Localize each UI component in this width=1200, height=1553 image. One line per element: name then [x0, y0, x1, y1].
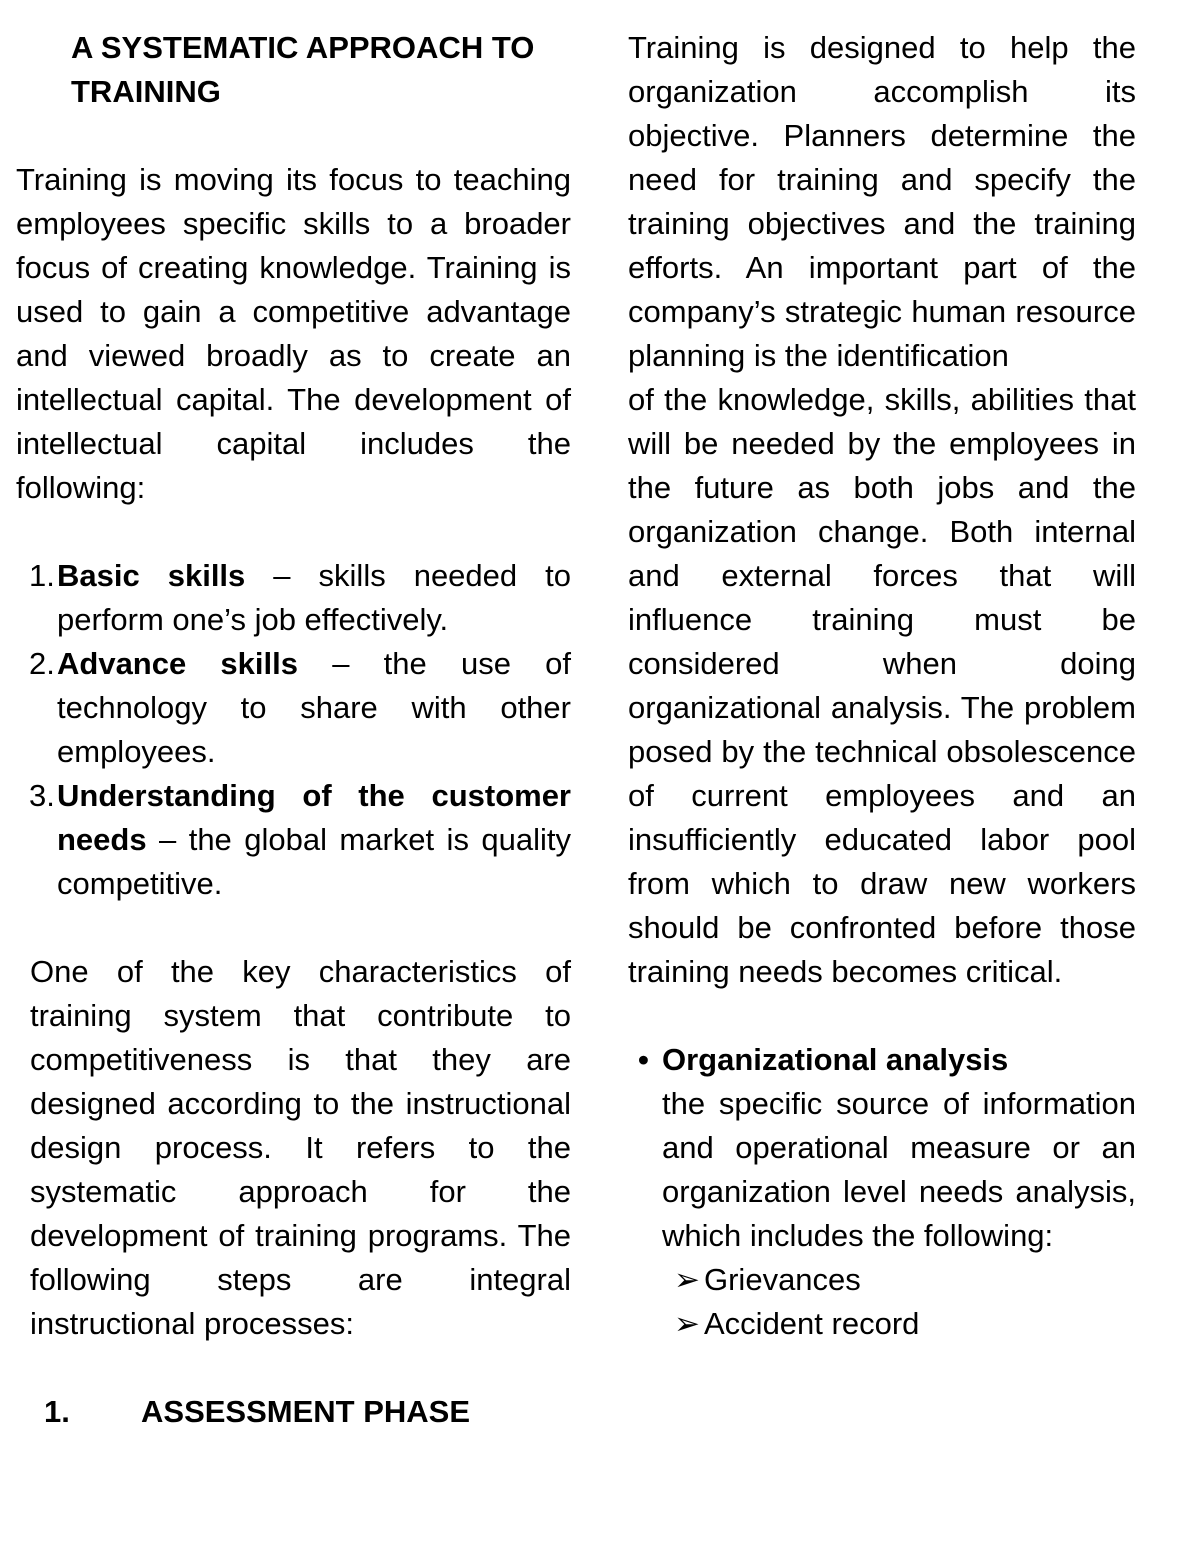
arrow-bullet-icon: ➢ [674, 1262, 700, 1297]
left-column [16, 26, 571, 1434]
skill-description: – the global market is quality competitive. [57, 822, 571, 901]
skill-description: – skills needed to perform one’s job effectively. [57, 558, 571, 637]
phase-title: ASSESSMENT PHASE [141, 1394, 471, 1429]
list-item [16, 642, 571, 774]
knowledge-paragraph: of the knowledge, skills, abilities that will be needed by the employees in the future as both jobs and the organization change. Both internal and external forces that will influence training must be considered when doing organizational analysis. The problem posed by the technical obsolescence of current employees and an insufficiently educated labor pool from which to draw new workers should be confronted before those training needs becomes critical. [628, 382, 1136, 989]
training-design-paragraph: Training is designed to help the organization accomplish its objective. Planners determine the need for training and specify the training objectives and the training efforts. An important part of the company’s strategic human resource planning is the identification [628, 30, 1136, 373]
phase-number: 1. [44, 1394, 70, 1429]
intro-paragraph: Training is moving its focus to teaching employees specific skills to a broader focus of creating knowledge. Training is used to gain a competitive advantage and viewed broadly as to create an intellectual capital. The development of intellectual capital includes the following: [16, 162, 571, 505]
skills-list [16, 554, 571, 906]
list-number: 3. [29, 778, 55, 813]
skill-term: Understanding of the customer needs [57, 778, 571, 857]
phase-heading [44, 1390, 571, 1434]
org-analysis-sublist [674, 1258, 1136, 1346]
org-analysis-heading [638, 1038, 1136, 1082]
page-title: A SYSTEMATIC APPROACH TO TRAINING [71, 30, 535, 109]
list-item [16, 774, 571, 906]
arrow-bullet-icon: ➢ [674, 1306, 700, 1341]
characteristics-paragraph: One of the key characteristics of training system that contribute to competitiveness is that they are designed according to the instructional design process. It refers to the systematic approach for the development of training programs. The following steps are integral instructional processes: [30, 954, 571, 1341]
org-analysis-description: the specific source of information and operational measure or an organization level needs analysis, which includes the following: [662, 1086, 1136, 1253]
skill-description: – the use of technology to share with other employees. [57, 646, 571, 769]
skill-term: Advance skills [57, 646, 298, 681]
list-item [674, 1302, 1136, 1346]
list-item-label: Grievances [704, 1262, 861, 1297]
list-item [16, 554, 571, 642]
org-analysis-title: Organizational analysis [662, 1042, 1009, 1077]
bullet-icon: • [638, 1042, 649, 1077]
list-number: 2. [29, 646, 55, 681]
list-item [674, 1258, 1136, 1302]
list-number: 1. [29, 558, 55, 593]
right-column [628, 26, 1136, 1346]
list-item-label: Accident record [704, 1306, 920, 1341]
skill-term: Basic skills [57, 558, 246, 593]
